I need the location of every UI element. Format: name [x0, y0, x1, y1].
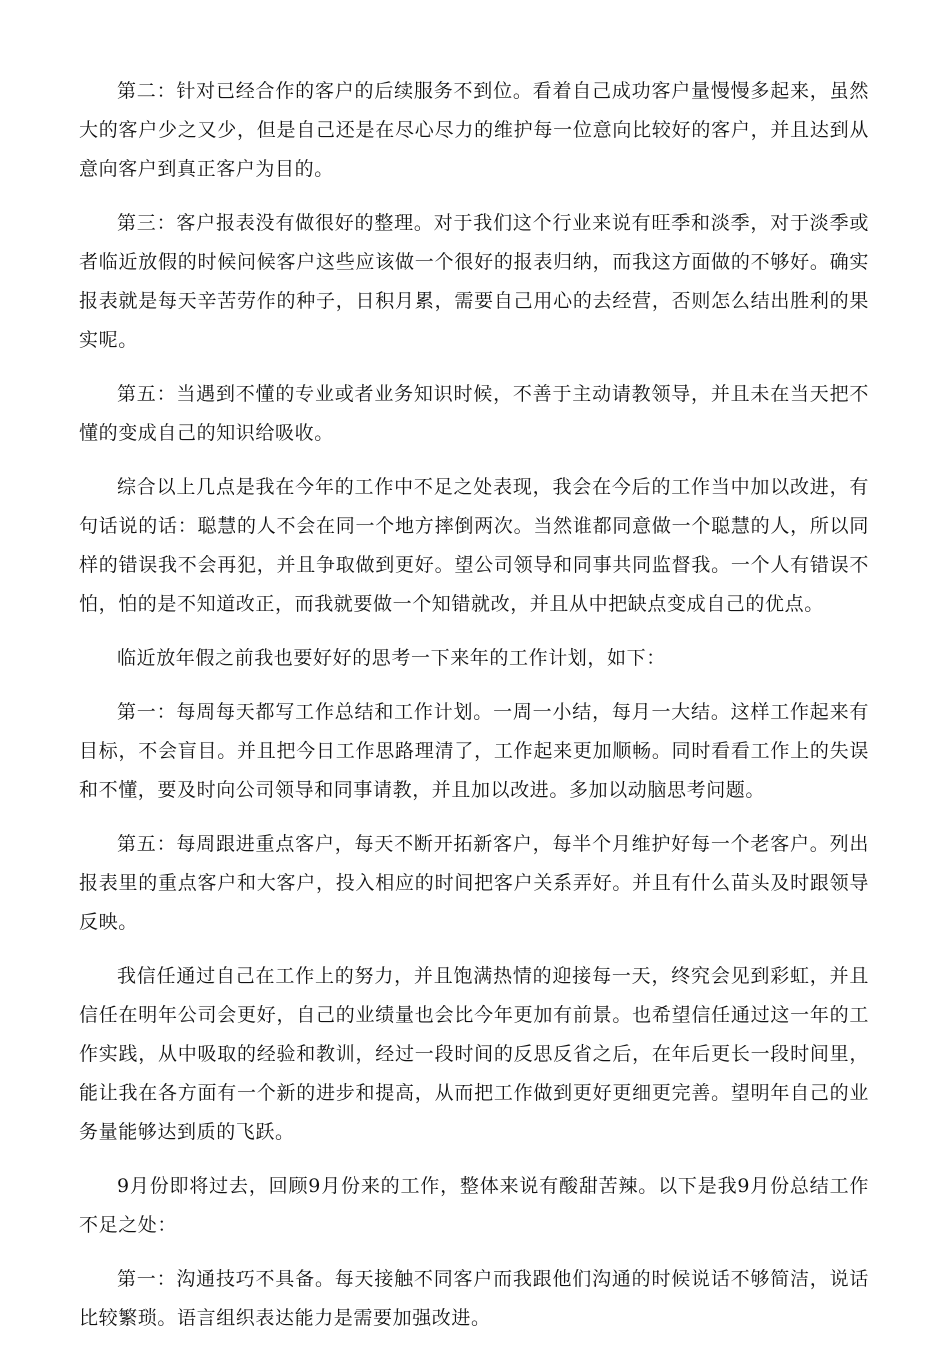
paragraph-summary-improvement: 综合以上几点是我在今年的工作中不足之处表现，我会在今后的工作当中加以改进，有句话说的话：聪慧的人不会在同一个地方摔倒两次。当然谁都同意做一个聪慧的人，所以同样的错误我不会再犯，并且争取做到更好。望公司领导和同事共同监督我。一个人有错误不怕，怕的是不知道改正，而我就要做一个知错就改，并且从中把缺点变成自己的优点。 — [79, 476, 869, 615]
paragraph-ask-leaders: 第五：当遇到不懂的专业或者业务知识时候，不善于主动请教领导，并且未在当天把不懂的变成自己的知识给吸收。 — [79, 383, 869, 444]
paragraph-plan-intro: 临近放年假之前我也要好好的思考一下来年的工作计划，如下： — [117, 647, 666, 669]
paragraph-september-review: 9月份即将过去，回顾9月份来的工作，整体来说有酸甜苦辣。以下是我9月份总结工作不足之处： — [79, 1175, 869, 1236]
paragraph-plan-key-clients: 第五：每周跟进重点客户，每天不断开拓新客户，每半个月维护好每一个老客户。列出报表里的重点客户和大客户，投入相应的时间把客户关系弄好。并且有什么苗头及时跟领导反映。 — [79, 833, 869, 933]
paragraph-followup-service: 第二：针对已经合作的客户的后续服务不到位。看着自己成功客户量慢慢多起来，虽然大的客户少之又少，但是自己还是在尽心尽力的维护每一位意向比较好的客户，并且达到从意向客户到真正客户为目的。 — [79, 80, 869, 180]
paragraph-plan-weekly-summary: 第一：每周每天都写工作总结和工作计划。一周一小结，每月一大结。这样工作起来有目标，不会盲目。并且把今日工作思路理清了，工作起来更加顺畅。同时看看工作上的失误和不懂，要及时向公司领导和同事请教，并且加以改进。多加以动脑思考问题。 — [79, 701, 869, 801]
paragraph-communication-skills: 第一：沟通技巧不具备。每天接触不同客户而我跟他们沟通的时候说话不够简洁，说话比较繁琐。语言组织表达能力是需要加强改进。 — [79, 1268, 869, 1329]
paragraph-client-reports: 第三：客户报表没有做很好的整理。对于我们这个行业来说有旺季和淡季，对于淡季或者临近放假的时候问候客户这些应该做一个很好的报表归纳，而我这方面做的不够好。确实报表就是每天辛苦劳作的种子，日积月累，需要自己用心的去经营，否则怎么结出胜利的果实呢。 — [79, 212, 869, 351]
paragraph-outlook: 我信任通过自己在工作上的努力，并且饱满热情的迎接每一天，终究会见到彩虹，并且信任在明年公司会更好，自己的业绩量也会比今年更加有前景。也希望信任通过这一年的工作实践，从中吸取的经验和教训，经过一段时间的反思反省之后，在年后更长一段时间里，能让我在各方面有一个新的进步和提高，从而把工作做到更好更细更完善。望明年自己的业务量能够达到质的飞跃。 — [79, 965, 869, 1143]
document-body — [79, 72, 869, 1353]
